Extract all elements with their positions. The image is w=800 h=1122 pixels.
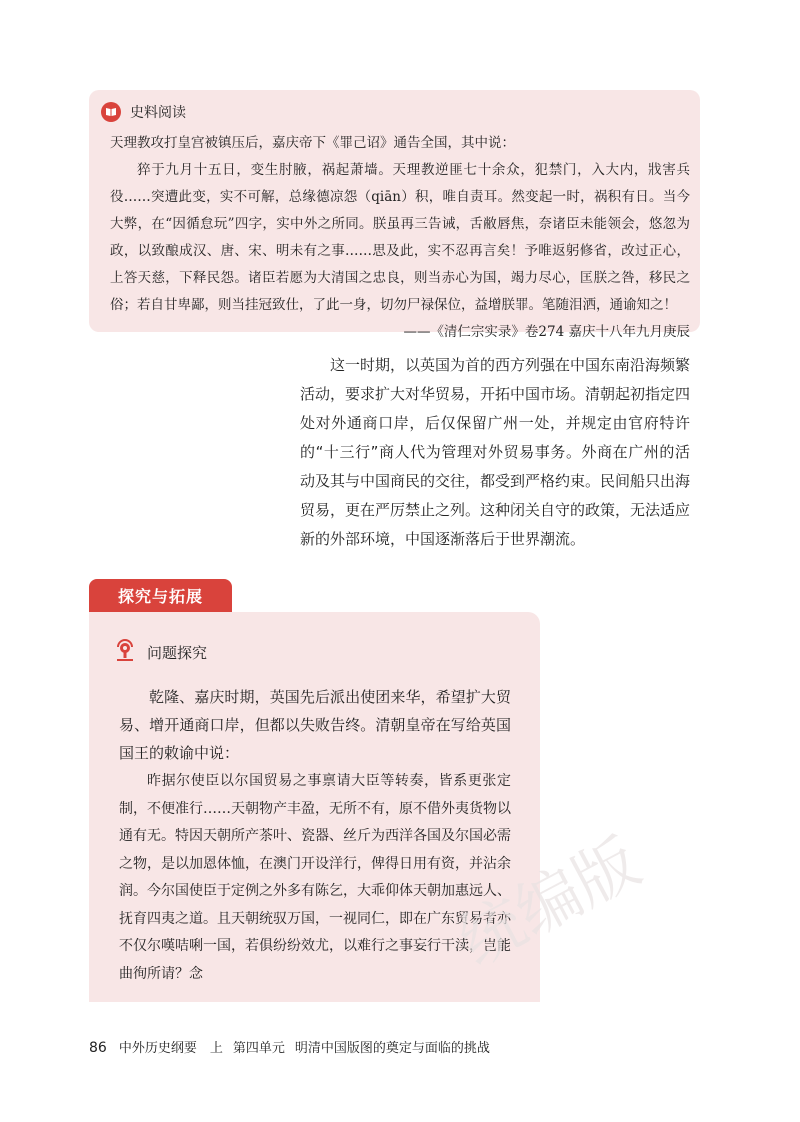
source-intro: 天理教攻打皇宫被镇压后，嘉庆帝下《罪己诏》通告全国，其中说： — [110, 135, 515, 151]
explore-intro: 乾隆、嘉庆时期，英国先后派出使团来华，希望扩大贸易、增开通商口岸，但都以失败告终。清朝皇帝在写给英国国王的敕谕中说： — [119, 688, 511, 762]
source-reading-header — [101, 102, 186, 122]
source-citation: ——《清仁宗实录》卷274 嘉庆十八年九月庚辰 — [403, 324, 690, 340]
source-reading-title: 史料阅读 — [130, 105, 186, 121]
unit-label: 第四单元 — [232, 1041, 285, 1056]
edition-watermark: 统编版 — [447, 825, 652, 981]
edict-quote: 昨据尔使臣以尔国贸易之事禀请大臣等转奏，皆系更张定制，不便准行……天朝物产丰盈，无所不有，原不借外夷货物以通有无。特因天朝所产茶叶、瓷器、丝斤为西洋各国及尔国必需之物，是以加恩体恤，在澳门开设洋行，俾得日用有资，并沾余润。今尔国使臣于定例之外多有陈乞，大乖仰体天朝加惠远人、抚育四夷之道。且天朝统驭万国，一视同仁，即在广东贸易者亦不仅尔嘆咭唎一国，若俱纷纷效尤，以难行之事妄行干渎，岂能曲徇所请？念 — [119, 773, 511, 982]
source-quote: 猝于九月十五日，变生肘腋，祸起萧墙。天理教逆匪七十余众，犯禁门，入大内，戕害兵役……突遭此变，实不可解，总缘德凉怨（qiān）积，唯自责耳。然变起一时，祸积有日。当今大弊，在“因循怠玩”四字，实中外之所同。朕虽再三告诫，舌敝唇焦，奈诸臣未能领会，悠忽为政，以致酿成汉、唐、宋、明未有之事……思及此，实不忍再言矣！予唯返躬修省，改过正心，上答天慈，下释民怨。诸臣若愿为大清国之忠良，则当赤心为国，竭力尽心，匡朕之咎，移民之俗；若自甘卑鄙，则当挂冠致仕，了此一身，切勿尸禄保位，益增朕罪。笔随泪洒，通谕知之！ — [110, 162, 690, 313]
page-footer — [89, 1037, 490, 1056]
page-number: 86 — [89, 1040, 107, 1056]
question-explore-title: 问题探究 — [147, 643, 208, 662]
source-reading-content — [110, 130, 690, 346]
question-icon — [113, 638, 137, 666]
explore-section-tab: 探究与拓展 — [89, 579, 232, 615]
main-paragraph: 这一时期，以英国为首的西方列强在中国东南沿海频繁活动，要求扩大对华贸易，开拓中国市场。清朝起初指定四处对外通商口岸，后仅保留广州一处，并规定由官府特许的“十三行”商人代为管理对外贸易事务。外商在广州的活动及其与中国商民的交往，都受到严格约束。民间船只出海贸易，更在严厉禁止之列。这种闭关自守的政策，无法适应新的外部环境，中国逐渐落后于世界潮流。 — [300, 356, 691, 548]
book-icon — [101, 102, 121, 122]
chapter-title: 明清中国版图的奠定与面临的挑战 — [294, 1041, 490, 1056]
question-explore-header — [113, 638, 207, 666]
book-title: 中外历史纲要 上 — [118, 1041, 223, 1056]
source-reading-box — [89, 90, 700, 340]
